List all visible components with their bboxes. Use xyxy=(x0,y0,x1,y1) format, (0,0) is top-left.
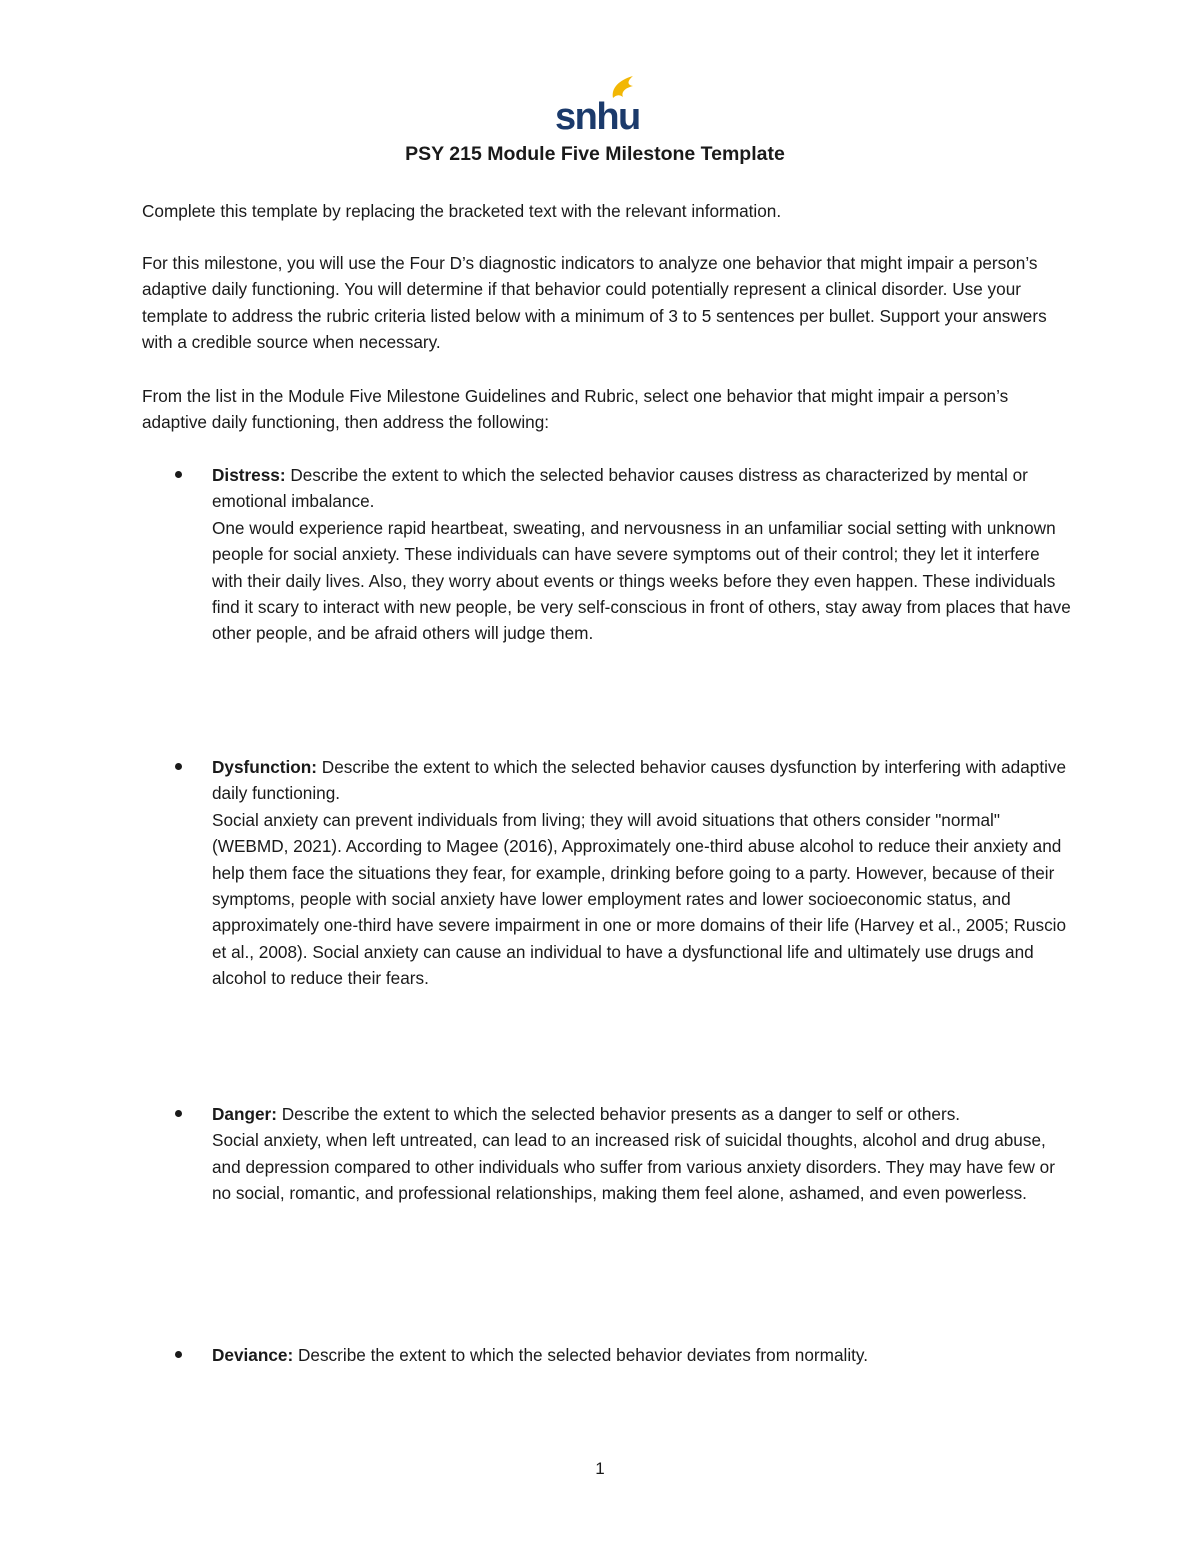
bullet-dot-icon xyxy=(175,471,182,478)
page-number: 1 xyxy=(595,1459,605,1478)
bullet-dot-icon xyxy=(175,1351,182,1358)
page-title: PSY 215 Module Five Milestone Template xyxy=(405,143,785,165)
section-prompt-text: Describe the extent to which the selected behavior causes dysfunction by interfering with adaptive daily functioning. xyxy=(212,757,1067,804)
selection-prompt: From the list in the Module Five Milestone Guidelines and Rubric, select one behavior that might impair a person’s adaptive daily functioning, then address the following: xyxy=(142,386,1009,433)
section-dysfunction xyxy=(212,754,1072,992)
section-deviance xyxy=(212,1342,1072,1368)
flame-icon xyxy=(613,76,633,98)
snhu-logo xyxy=(553,72,643,134)
section-answer: Social anxiety, when left untreated, can lead to an increased risk of suicidal thoughts, alcohol and drug abuse, and depression compared to other individuals who suffer from various anxiety disorders. They may have few or no social, romantic, and professional relationships, making them feel alone, ashamed, and even powerless. xyxy=(212,1130,1055,1204)
section-prompt xyxy=(212,462,1072,515)
section-prompt xyxy=(212,1101,1072,1127)
section-prompt-text: Describe the extent to which the selected behavior causes distress as characterized by mental or emotional imbalance. xyxy=(212,465,1028,512)
section-danger xyxy=(212,1101,1072,1207)
section-label: Dysfunction: xyxy=(212,757,318,777)
section-distress xyxy=(212,462,1072,647)
section-label: Danger: xyxy=(212,1104,277,1124)
overview-paragraph: For this milestone, you will use the Four D’s diagnostic indicators to analyze one behavior that might impair a person’s adaptive daily functioning. You will determine if that behavior could potentially represent a clinical disorder. Use your template to address the rubric criteria listed below with a minimum of 3 to 5 sentences per bullet. Support your answers with a credible source when necessary. xyxy=(142,253,1047,353)
instruction-text: Complete this template by replacing the bracketed text with the relevant information. xyxy=(142,201,782,221)
section-label: Deviance: xyxy=(212,1345,294,1365)
section-label: Distress: xyxy=(212,465,286,485)
bullet-dot-icon xyxy=(175,763,182,770)
section-answer: Social anxiety can prevent individuals from living; they will avoid situations that others consider "normal" (WEBMD, 2021). According to Magee (2016), Approximately one-third abuse alcohol to reduce their anxiety and help them face the situations they fear, for example, drinking before going to a party. However, because of their symptoms, people with social anxiety have lower employment rates and lower socioeconomic status, and approximately one-third have severe impairment in one or more domains of their life (Harvey et al., 2005; Ruscio et al., 2008). Social anxiety can cause an individual to have a dysfunctional life and ultimately use drugs and alcohol to reduce their fears. xyxy=(212,809,1067,989)
section-prompt-text: Describe the extent to which the selected behavior presents as a danger to self or others. xyxy=(276,1104,961,1124)
section-prompt xyxy=(212,1342,1072,1368)
section-answer: One would experience rapid heartbeat, sweating, and nervousness in an unfamiliar social setting with unknown people for social anxiety. These individuals can have severe symptoms out of their control; they let it interfere with their daily lives. Also, they worry about events or things weeks before they even happen. These individuals find it scary to interact with new people, be very self-conscious in front of others, stay away from places that have other people, and be afraid others will judge them. xyxy=(212,517,1071,644)
snhu-logo-mark xyxy=(553,72,643,134)
section-prompt xyxy=(212,754,1072,807)
bullet-dot-icon xyxy=(175,1110,182,1117)
logo-wordmark: snhu xyxy=(555,96,640,134)
section-prompt-text: Describe the extent to which the selected behavior deviates from normality. xyxy=(293,1345,869,1365)
